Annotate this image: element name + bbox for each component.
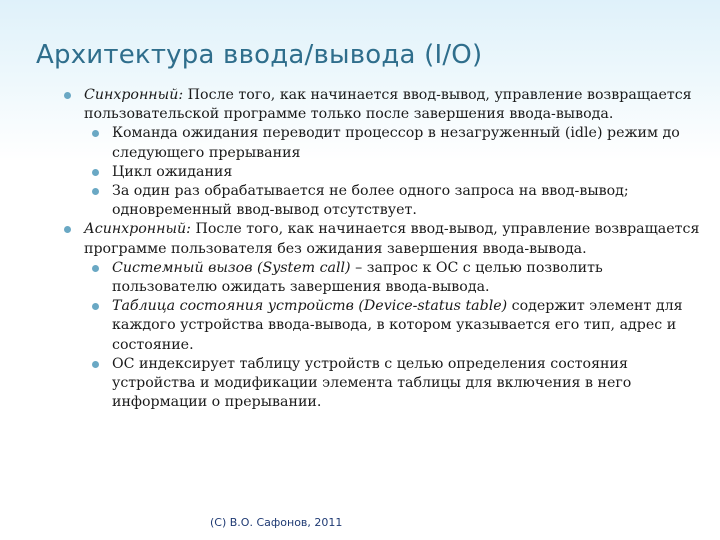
slide-footer: (C) В.О. Сафонов, 2011 [210,516,343,529]
bullet-text: ОС индексирует таблицу устройств с целью определения состояния устройства и модификации элемента таблицы для включения в него информации о прерывании. [112,355,632,411]
bullet-text: – запрос к ОС с целью позволить пользователю ожидать завершения ввода-вывода. [112,259,603,296]
bullet-synchronous [62,86,702,124]
bullet-text: Команда ожидания переводит процессор в незагруженный (idle) режим до следующего прерывания [112,125,680,161]
bullet-text: После того, как начинается ввод-вывод, управление возвращается пользовательской программе только после завершения ввода-вывода. [84,87,692,123]
bullet-idle-command [62,124,702,162]
bullet-icon [64,226,71,233]
bullet-icon [64,92,71,99]
bullet-icon [92,361,99,368]
bullet-icon [92,265,99,272]
bullet-term: Системный вызов (System call) [112,259,351,276]
bullet-text: За один раз обрабатывается не более одного запроса на ввод-вывод; одновременный ввод-вывод отсутствует. [112,183,629,219]
bullet-os-indexing [62,355,702,413]
bullet-wait-loop [62,163,702,182]
slide-title: Архитектура ввода/вывода (I/O) [36,40,483,70]
bullet-icon [92,303,99,310]
bullet-single-request [62,182,702,220]
bullet-text: После того, как начинается ввод-вывод, управление возвращается программе пользователя без ожидания завершения ввода-вывода. [84,221,700,257]
bullet-icon [92,130,99,137]
bullet-icon [92,169,99,176]
bullet-text: Цикл ожидания [112,163,233,180]
bullet-term: Таблица состояния устройств (Device-status table) [112,298,508,315]
bullet-icon [92,188,99,195]
bullet-text: содержит элемент для каждого устройства ввода-вывода, в котором указывается его тип, адрес и состояние. [112,298,683,353]
bullet-asynchronous [62,220,702,258]
bullet-term: Асинхронный: [84,221,191,238]
bullet-system-call [62,259,702,297]
bullet-term: Синхронный: [84,87,184,103]
bullet-list [62,86,702,412]
bullet-device-status-table [62,297,702,355]
